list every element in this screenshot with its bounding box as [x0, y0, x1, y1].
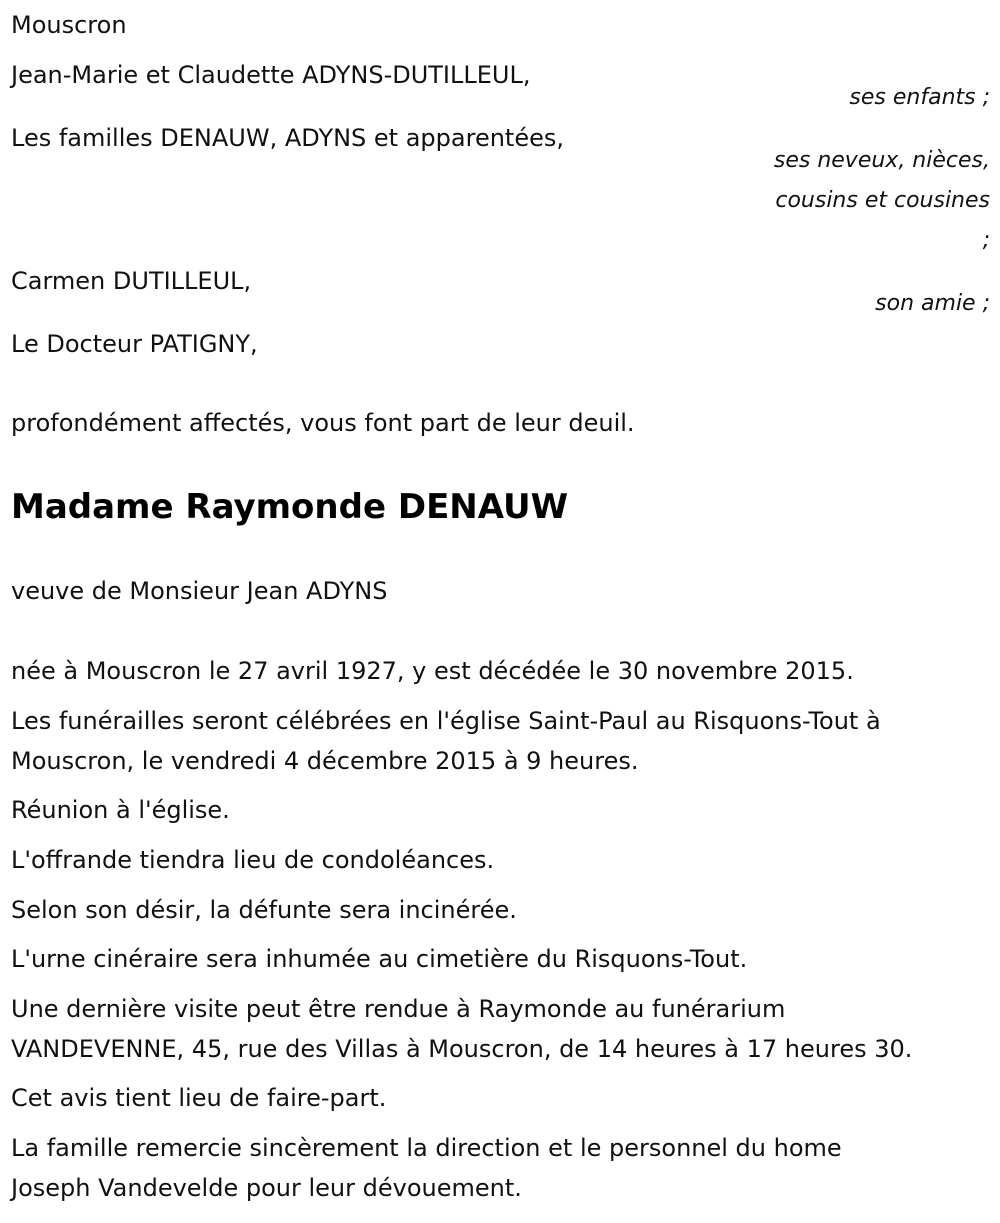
mourner-doctor-name: Le Docteur PATIGNY, [11, 330, 258, 358]
city-heading: Mouscron [11, 11, 127, 39]
thanks-text-line1: La famille remercie sincèrement la direction et le personnel du home [11, 1134, 842, 1162]
widow-of-text: veuve de Monsieur Jean ADYNS [11, 577, 388, 605]
deceased-name: Madame Raymonde DENAUW [11, 487, 569, 527]
visit-text-line1: Une dernière visite peut être rendue à Raymonde au funérarium [11, 995, 786, 1023]
meeting-text: Réunion à l'église. [11, 796, 230, 824]
mourner-children-name: Jean-Marie et Claudette ADYNS-DUTILLEUL, [11, 61, 531, 89]
notice-text: Cet avis tient lieu de faire-part. [11, 1084, 387, 1112]
mourner-families-relation-2: cousins et cousines [775, 188, 990, 213]
urn-text: L'urne cinéraire sera inhumée au cimetière du Risquons-Tout. [11, 945, 748, 973]
visit-text-line2: VANDEVENNE, 45, rue des Villas à Mouscron, de 14 heures à 17 heures 30. [11, 1035, 913, 1063]
thanks-text-line2: Joseph Vandevelde pour leur dévouement. [11, 1174, 522, 1202]
mourner-families-relation-1: ses neveux, nièces, [773, 148, 990, 173]
birth-death-text: née à Mouscron le 27 avril 1927, y est décédée le 30 novembre 2015. [11, 657, 854, 685]
mourner-families-name: Les familles DENAUW, ADYNS et apparentées, [11, 124, 564, 152]
mourner-families-relation-3: ; [982, 228, 990, 253]
mourner-friend-relation: son amie ; [875, 291, 990, 316]
offering-text: L'offrande tiendra lieu de condoléances. [11, 846, 495, 874]
mourner-children-relation: ses enfants ; [849, 85, 990, 110]
cremation-text: Selon son désir, la défunte sera incinérée. [11, 896, 517, 924]
funeral-text-line1: Les funérailles seront célébrées en l'église Saint-Paul au Risquons-Tout à [11, 707, 881, 735]
announcement-text: profondément affectés, vous font part de leur deuil. [11, 409, 635, 437]
mourner-friend-name: Carmen DUTILLEUL, [11, 267, 252, 295]
funeral-text-line2: Mouscron, le vendredi 4 décembre 2015 à 9 heures. [11, 747, 639, 775]
